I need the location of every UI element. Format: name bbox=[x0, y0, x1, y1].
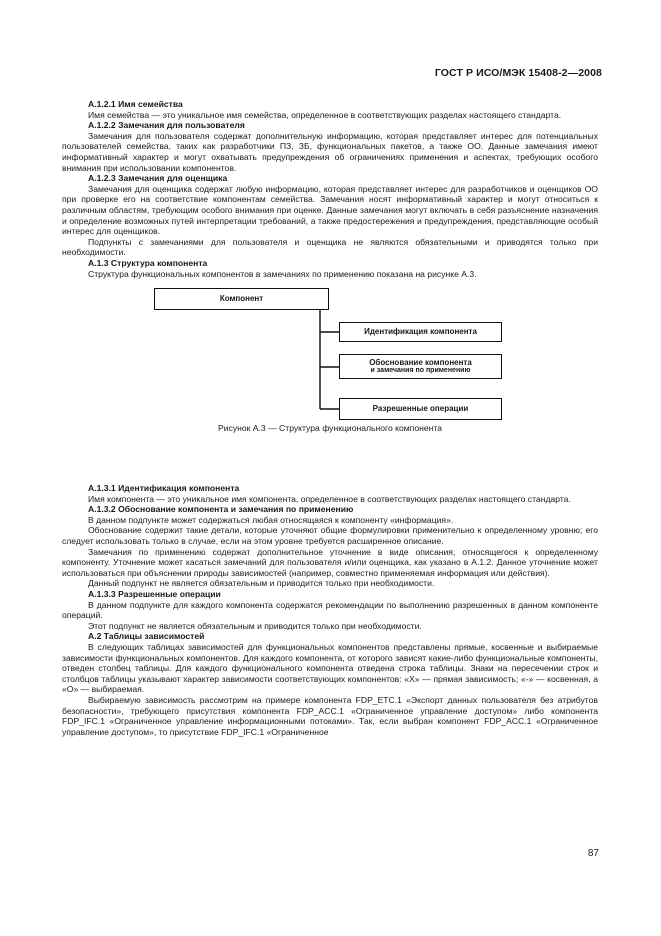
paragraph: Замечания для пользователя содержат дополнительную информацию, которая представляет интерес для потенциальных пользователей семейства, таких как разработчики ПЗ, ЗБ, функциональных пакетов, а также ОО. Данные замечания имеют информативный характер и могут охватывать предупреждения об ограничениях применения и аспектах, требующих особого внимания при использовании компонентов. bbox=[62, 130, 598, 173]
figure-caption: Рисунок А.3 — Структура функционального компонента bbox=[217, 423, 443, 434]
paragraph: Подпункты с замечаниями для пользователя и оценщика не являются обязательными и приводятся только при необходимости. bbox=[62, 236, 598, 258]
paragraph: Замечания для оценщика содержат любую информацию, которая представляет интерес для разработчиков и оценщиков ОО при проверке его на соответствие компонентам семейства. Замечания носят информативный характер и могут относиться к различным областям, требующим особого внимания при оценке. Данные замечания могут включать в себя разъяснение назначения и определение возможных путей интерпретации требований, а также предостережения и предупреждения, представляющие особый интерес для оценщиков. bbox=[62, 183, 598, 237]
document-header: ГОСТ Р ИСО/МЭК 15408-2—2008 bbox=[434, 67, 602, 79]
section-heading: А.1.2.3 Замечания для оценщика bbox=[88, 173, 228, 184]
section-heading: А.1.3.3 Разрешенные операции bbox=[88, 589, 221, 600]
component-structure-figure bbox=[62, 285, 598, 461]
section-heading: А.1.3.2 Обоснование компонента и замечания по применению bbox=[88, 504, 354, 515]
paragraph: Структура функциональных компонентов в замечаниях по применению показана на рисунке А.3. bbox=[88, 268, 477, 279]
section-heading: А.1.3.1 Идентификация компонента bbox=[88, 483, 240, 494]
section-heading: А.1.2.2 Замечания для пользователя bbox=[88, 120, 245, 131]
component-identification-box: Идентификация компонента bbox=[339, 322, 502, 342]
component-box: Компонент bbox=[154, 288, 329, 310]
section-heading: А.2 Таблицы зависимостей bbox=[88, 631, 205, 642]
paragraph: Имя компонента — это уникальное имя компонента, определенное в соответствующих разделах настоящего стандарта. bbox=[88, 493, 571, 504]
section-heading: А.1.2.1 Имя семейства bbox=[88, 99, 183, 109]
paragraph: Данный подпункт не является обязательным и приводится только при необходимости. bbox=[88, 578, 435, 589]
page-number: 87 bbox=[587, 848, 599, 859]
connector-lines bbox=[62, 285, 598, 435]
paragraph: Имя семейства — это уникальное имя семейства, определенное в соответствующих разделах настоящего стандарта. bbox=[88, 109, 562, 120]
paragraph: Обоснование содержит такие детали, которые уточняют общие формулировки применительно к определенному уровню; его следует использовать только в случае, если на этом уровне требуется расширенное описание. bbox=[62, 525, 598, 547]
paragraph: Этот подпункт не является обязательным и приводится только при необходимости. bbox=[88, 620, 422, 631]
paragraph: В данном подпункте может содержаться любая относящаяся к компоненту «информация». bbox=[88, 514, 454, 525]
section-heading: А.1.3 Структура компонента bbox=[88, 257, 208, 268]
permitted-operations-box: Разрешенные операции bbox=[339, 398, 502, 420]
paragraph: Выбираемую зависимость рассмотрим на примере компонента FDP_ETC.1 «Экспорт данных пользователя без атрибутов безопасности», требующего присутствия компонента FDP_ACC.1 «Ограниченное управление доступом» либо компонента FDP_IFC.1 «Ограниченное управление информационными потоками». Так, если выбран компонент FDP_ACC.1 «Ограниченное управление доступом», то присутствие FDP_IFC.1 «Ограниченное bbox=[62, 694, 598, 737]
page-content bbox=[62, 99, 598, 737]
paragraph: Замечания по применению содержат дополнительное уточнение в виде описания, относящегося к определенному компоненту. Уточнение может касаться замечаний для пользователя и/или оценщика, как указано в А.1.2. Данное уточнение может использоваться при объяснении природы зависимостей (например, совместно применяемая информация или действия). bbox=[62, 546, 598, 578]
component-rationale-box: Обоснование компонента и замечания по применению bbox=[339, 354, 502, 379]
paragraph: В следующих таблицах зависимостей для функциональных компонентов представлены прямые, косвенные и выбираемые зависимости функциональных компонентов. Для каждого компонента, от которого зависят какие-либо функциональные компоненты, отведен столбец таблицы. Для каждого функционального компонента отведена строка таблицы. Знаки на пересечении строк и столбцов таблицы указывают характер зависимости соответствующих компонентов: «Х» — прямая зависимость; «-» — косвенная, а «О» — выбираемая. bbox=[62, 642, 598, 695]
paragraph: В данном подпункте для каждого компонента содержатся рекомендации по выполнению разрешенных в данном компоненте операций. bbox=[62, 599, 598, 621]
